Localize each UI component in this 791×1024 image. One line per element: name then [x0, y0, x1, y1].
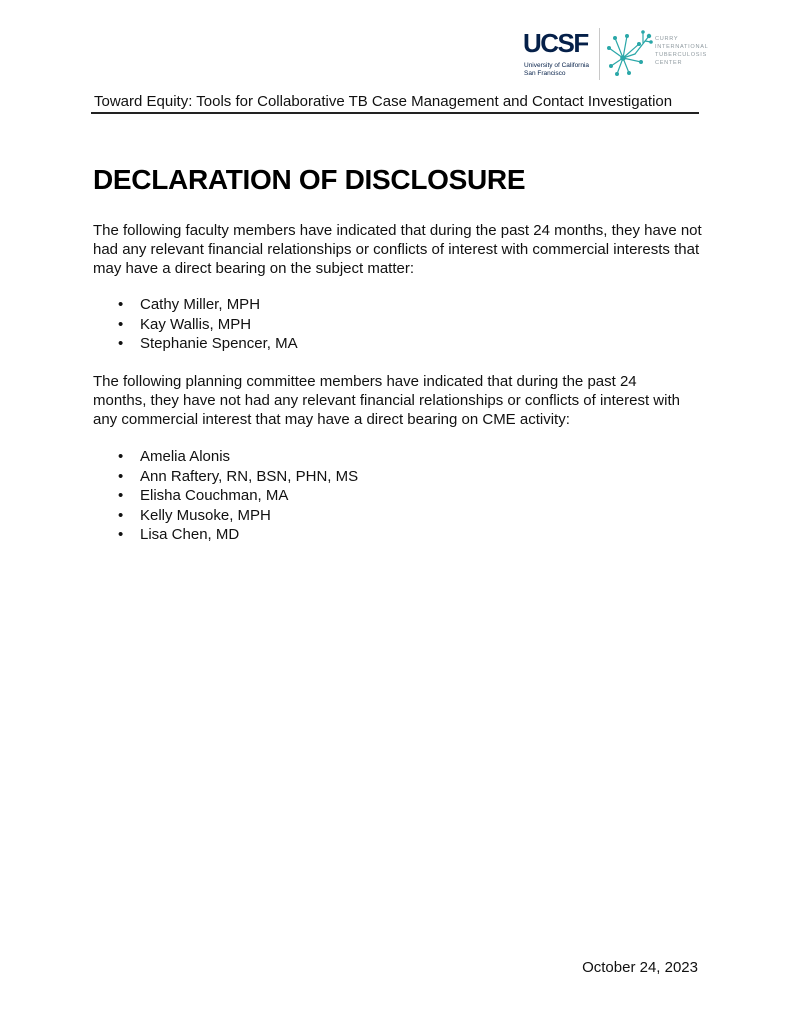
- list-item: • Lisa Chen, MD: [118, 525, 358, 545]
- curry-center-burst-icon: [605, 28, 655, 78]
- list-item: • Kay Wallis, MPH: [118, 315, 298, 335]
- curry-wordmark-line: CURRY: [655, 36, 679, 42]
- header-logos: [523, 26, 713, 82]
- list-item: • Elisha Couchman, MA: [118, 486, 358, 506]
- list-item: • Kelly Musoke, MPH: [118, 506, 358, 526]
- ucsf-subtitle-line: San Francisco: [524, 69, 566, 77]
- committee-statement: The following planning committee members have indicated that during the past 24 months, they have not had any relevant financial relationships or conflicts of interest with any commercial interest that may have a direct bearing on CME activity:: [93, 373, 680, 428]
- list-item: • Cathy Miller, MPH: [118, 295, 298, 315]
- faculty-statement: The following faculty members have indicated that during the past 24 months, they have not had any relevant financial relationships or conflicts of interest with commercial interests that may have a direct bearing on the subject matter:: [93, 222, 702, 277]
- ucsf-subtitle-line: University of California: [524, 62, 590, 69]
- committee-list: [118, 447, 358, 545]
- curry-wordmark-line: TUBERCULOSIS: [655, 52, 707, 58]
- ucsf-logo-subtitle: [524, 62, 604, 77]
- faculty-list: [118, 295, 298, 354]
- page-title: DECLARATION OF DISCLOSURE: [93, 164, 526, 195]
- curry-wordmark-line: CENTER: [655, 60, 683, 66]
- curry-wordmark-line: INTERNATIONAL: [655, 44, 709, 50]
- list-item: • Amelia Alonis: [118, 447, 358, 467]
- list-item: • Stephanie Spencer, MA: [118, 334, 298, 354]
- curry-center-wordmark: [655, 35, 708, 67]
- document-date: October 24, 2023: [582, 959, 698, 976]
- list-item: • Ann Raftery, RN, BSN, PHN, MS: [118, 467, 358, 487]
- running-header: Toward Equity: Tools for Collaborative TB Case Management and Contact Investigation: [94, 93, 673, 110]
- header-rule: [91, 112, 699, 114]
- ucsf-logo: UCSF: [523, 28, 588, 58]
- logo-divider: [599, 28, 600, 80]
